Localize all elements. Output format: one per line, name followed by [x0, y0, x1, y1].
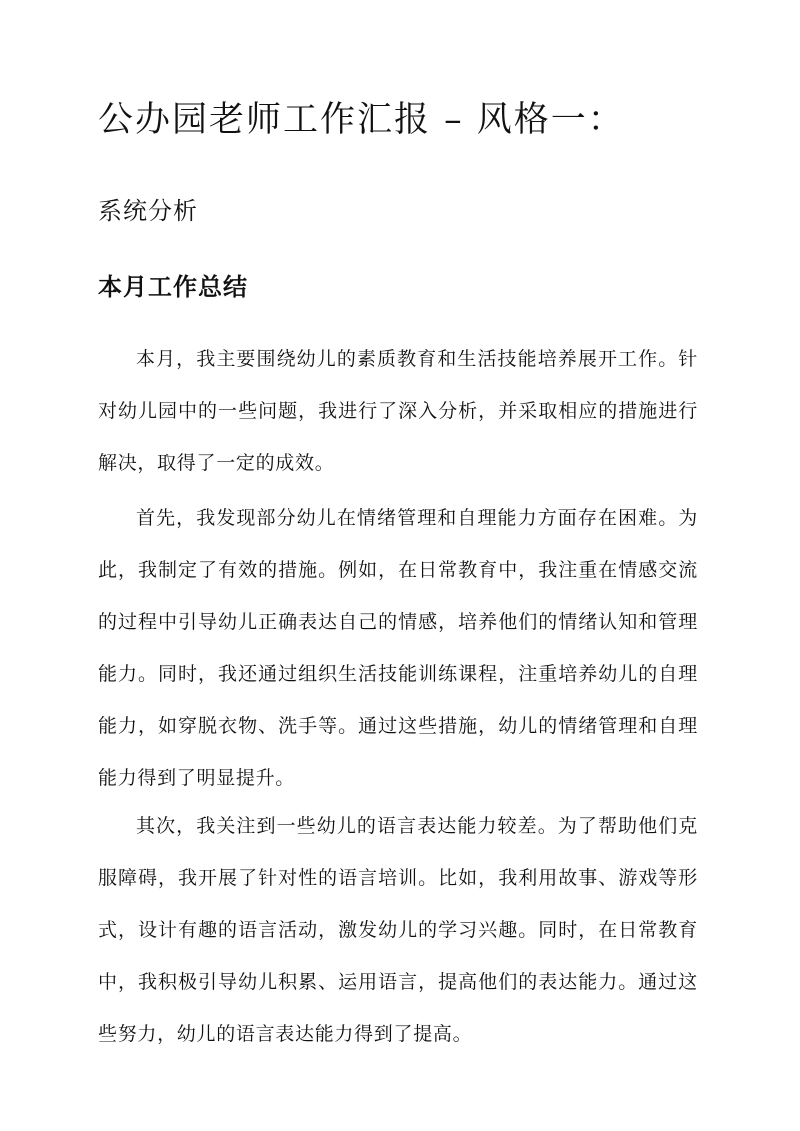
paragraph: 首先，我发现部分幼儿在情绪管理和自理能力方面存在困难。为此，我制定了有效的措施。例如，在日常教育中，我注重在情感交流的过程中引导幼儿正确表达自己的情感，培养他们的情绪认知和管理能力。同时，我还通过组织生活技能训练课程，注重培养幼儿的自理能力，如穿脱衣物、洗手等。通过这些措施，幼儿的情绪管理和自理能力得到了明显提升。	[98, 507, 698, 789]
sub-heading: 本月工作总结	[98, 272, 248, 301]
document-title: 公办园老师工作汇报 – 风格一：	[98, 100, 625, 140]
section-heading: 系统分析	[98, 197, 198, 225]
paragraph: 本月，我主要围绕幼儿的素质教育和生活技能培养展开工作。针对幼儿园中的一些问题，我进行了深入分析，并采取相应的措施进行解决，取得了一定的成效。	[98, 348, 698, 474]
paragraph: 其次，我关注到一些幼儿的语言表达能力较差。为了帮助他们克服障碍，我开展了针对性的语言培训。比如，我利用故事、游戏等形式，设计有趣的语言活动，激发幼儿的学习兴趣。同时，在日常教育中，我积极引导幼儿积累、运用语言，提高他们的表达能力。通过这些努力，幼儿的语言表达能力得到了提高。	[98, 815, 698, 1045]
